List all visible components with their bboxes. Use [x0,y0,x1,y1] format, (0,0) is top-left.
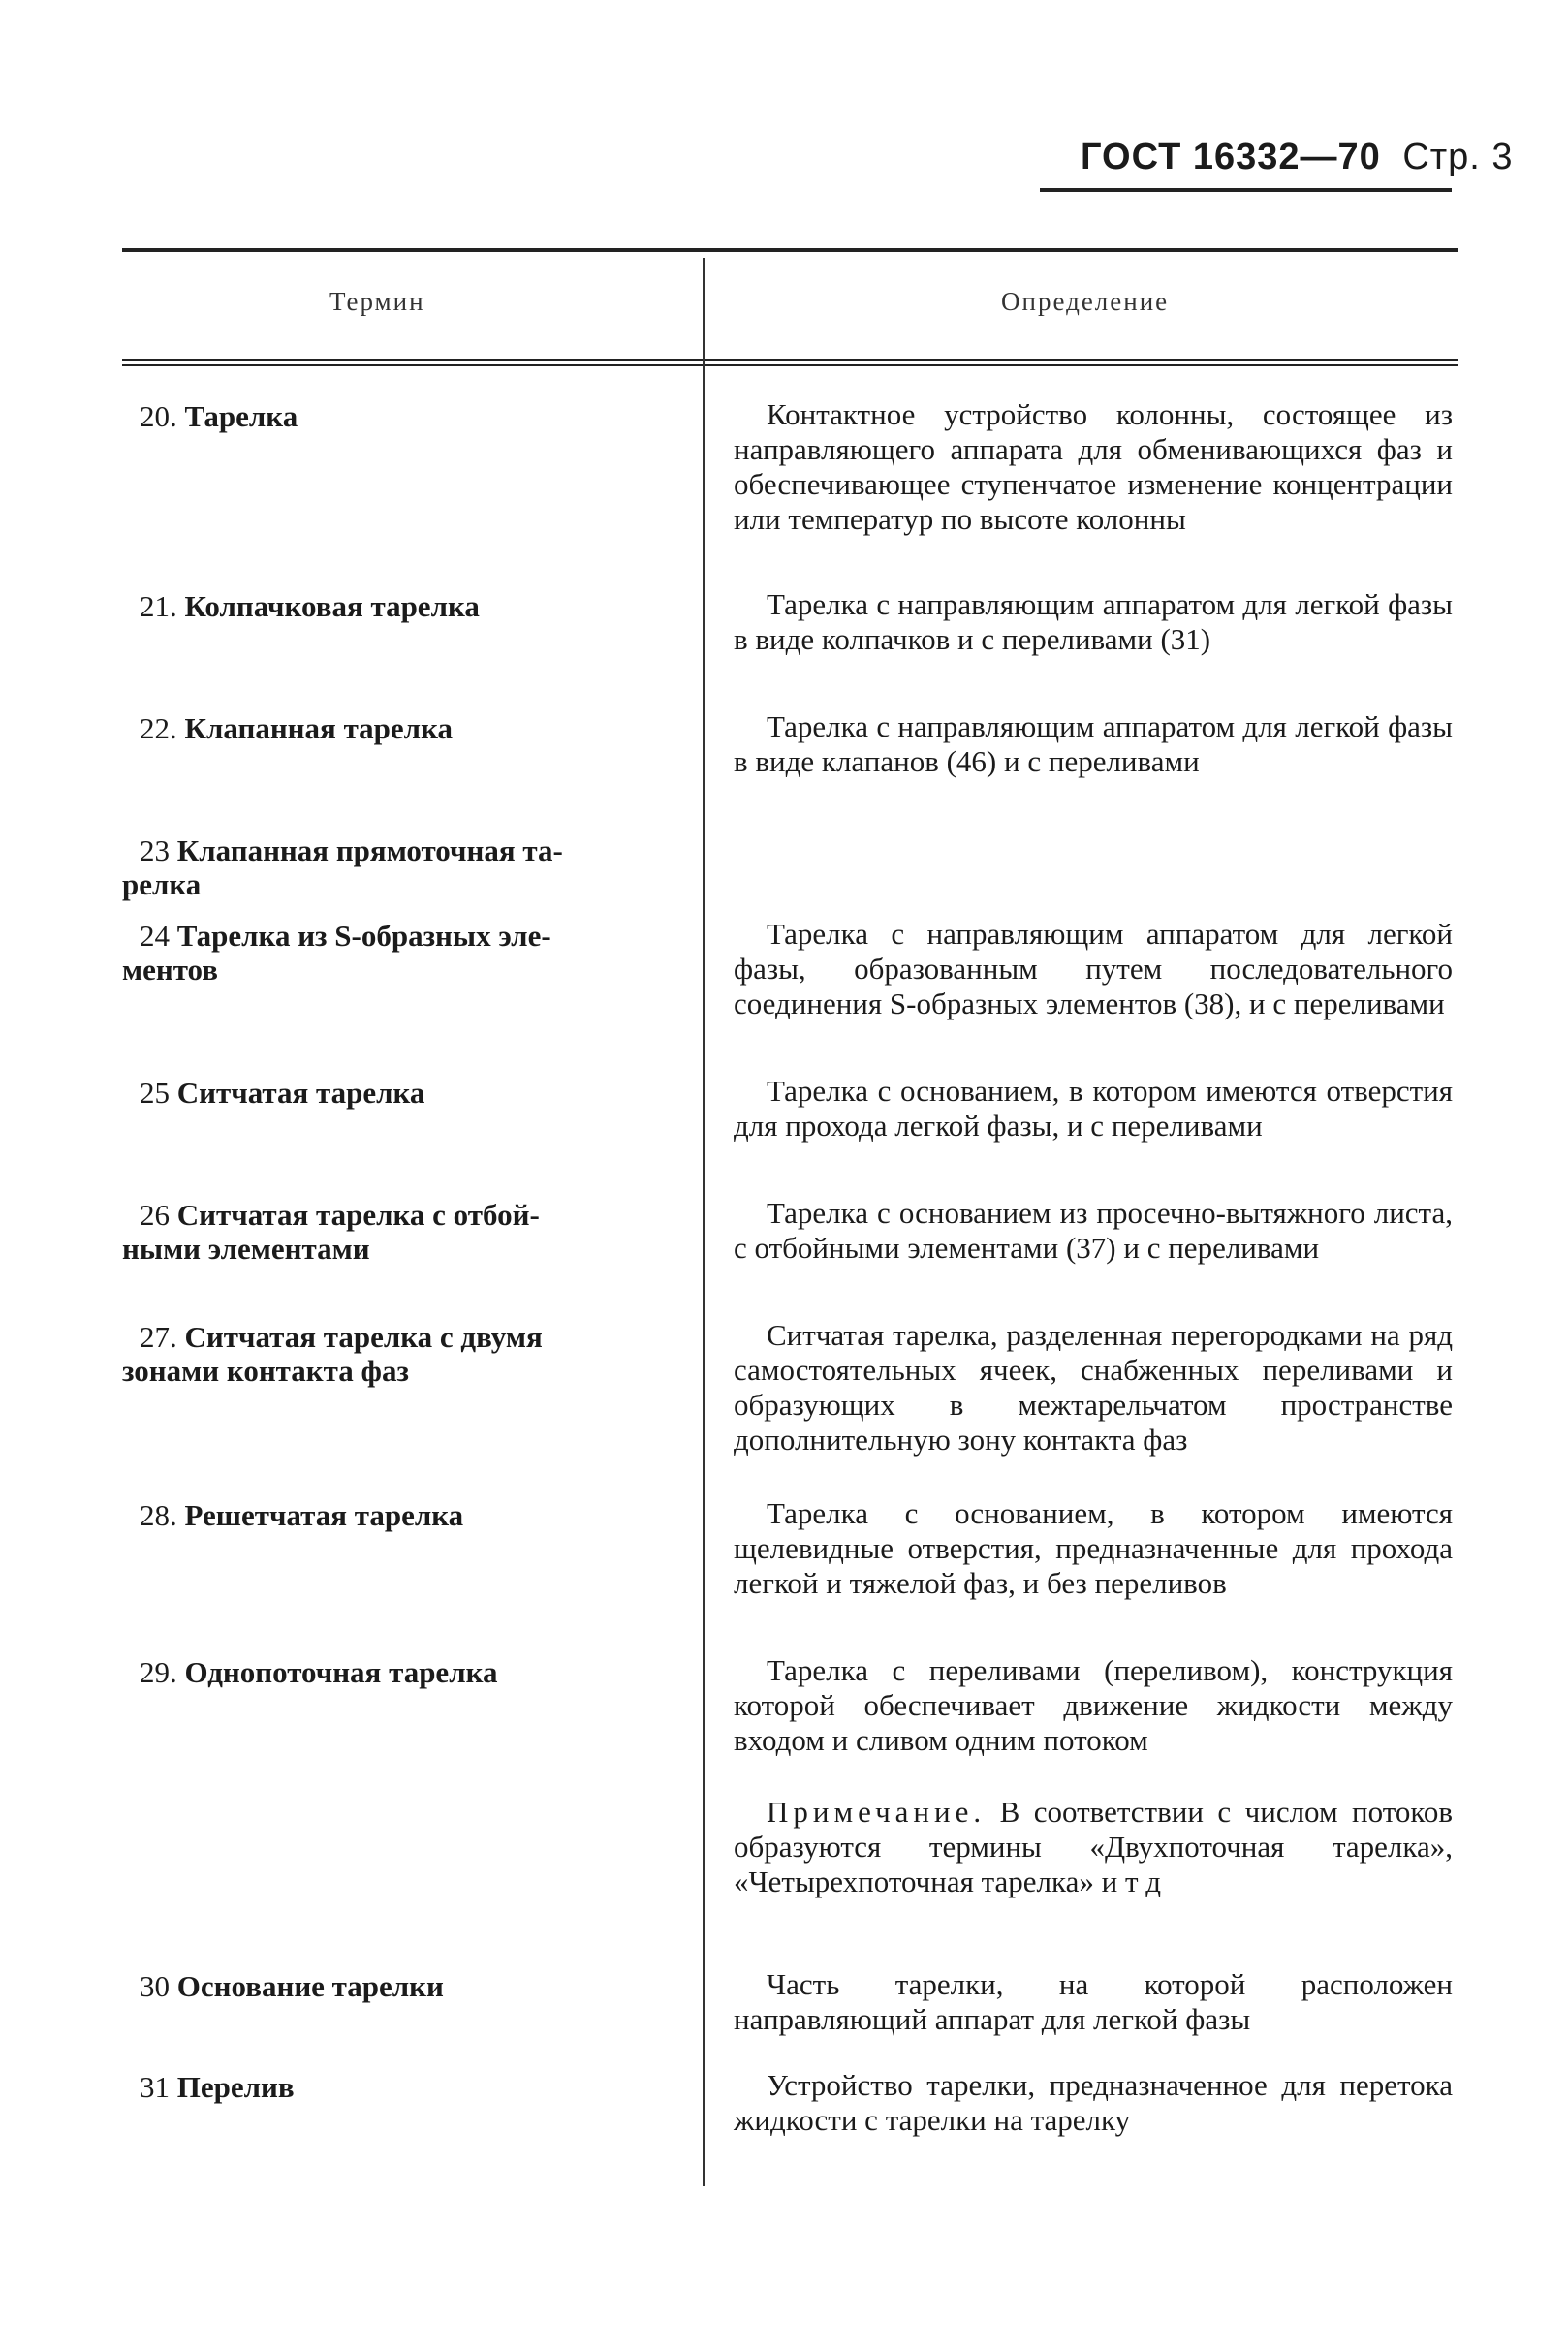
definition-31: Устройство тарелки, предназначенное для перетока жидкости с тарелки на тарелку [734,2068,1453,2137]
column-separator [703,258,705,2186]
definition-27: Ситчатая тарелка, разделенная перегородками на ряд самостоятельных ячеек, снабженных переливами и образующих в межтарельчатом пространстве дополнительную зону контакта фаз [734,1318,1453,1457]
definition-30: Часть тарелки, на которой расположен направляющий аппарат для легкой фазы [734,1967,1453,2036]
note-label: Примечание. [767,1795,987,1829]
page-number: Стр. 3 [1402,137,1514,177]
term-21: 21. Колпачковая тарелка [140,589,480,623]
definition-20: Контактное устройство колонны, состоящее из направляющего аппарата для обменивающихся фаз и обеспечивающее ступенчатое изменение концентрации или температур по высоте колонны [734,397,1453,536]
definition-22: Тарелка с направляющим аппаратом для легкой фазы в виде клапанов (46) и с переливами [734,709,1453,778]
definition-29-note [734,1795,1453,1899]
table-header-rule [122,364,1458,366]
term-30: 30 Основание тарелки [140,1969,444,2003]
page-header [1081,136,1514,178]
term-22: 22. Клапанная тарелка [140,711,453,745]
note-text: В соответствии с числом потоков образуются термины «Двухпоточная тарелка», «Четырехпоточная тарелка» и т д [734,1795,1454,1898]
term-23: 23 Клапанная прямоточная та- релка [122,833,563,901]
column-header-definition: Определение [1001,287,1170,316]
term-27: 27. Ситчатая тарелка с двумя зонами контакта фаз [122,1320,543,1388]
term-26: 26 Ситчатая тарелка с отбой- ными элементами [122,1198,540,1266]
standard-number: ГОСТ 16332—70 [1081,137,1381,177]
definition-26: Тарелка с основанием из просечно-вытяжного листа, с отбойными элементами (37) и с переливами [734,1196,1453,1265]
header-rule [1040,188,1452,192]
table-header-rule [122,359,1458,361]
term-29: 29. Однопоточная тарелка [140,1655,498,1689]
definition-25: Тарелка с основанием, в котором имеются отверстия для прохода легкой фазы, и с переливами [734,1074,1453,1143]
term-28: 28. Решетчатая тарелка [140,1498,464,1532]
column-header-term: Термин [329,287,425,316]
definition-28: Тарелка с основанием, в котором имеются щелевидные отверстия, предназначенные для прохода легкой и тяжелой фаз, и без переливов [734,1496,1453,1600]
definition-21: Тарелка с направляющим аппаратом для легкой фазы в виде колпачков и с переливами (31) [734,587,1453,656]
term-31: 31 Перелив [140,2070,295,2104]
term-24: 24 Тарелка из S-образных эле- ментов [122,919,551,987]
definition-29: Тарелка с переливами (переливом), конструкция которой обеспечивает движение жидкости между входом и сливом одним потоком [734,1653,1453,1757]
term-25: 25 Ситчатая тарелка [140,1076,425,1110]
table-top-rule [122,248,1458,252]
term-20: 20. Тарелка [140,399,298,433]
definition-24: Тарелка с направляющим аппаратом для легкой фазы, образованным путем последовательного соединения S-образных элементов (38), и с переливами [734,917,1453,1020]
